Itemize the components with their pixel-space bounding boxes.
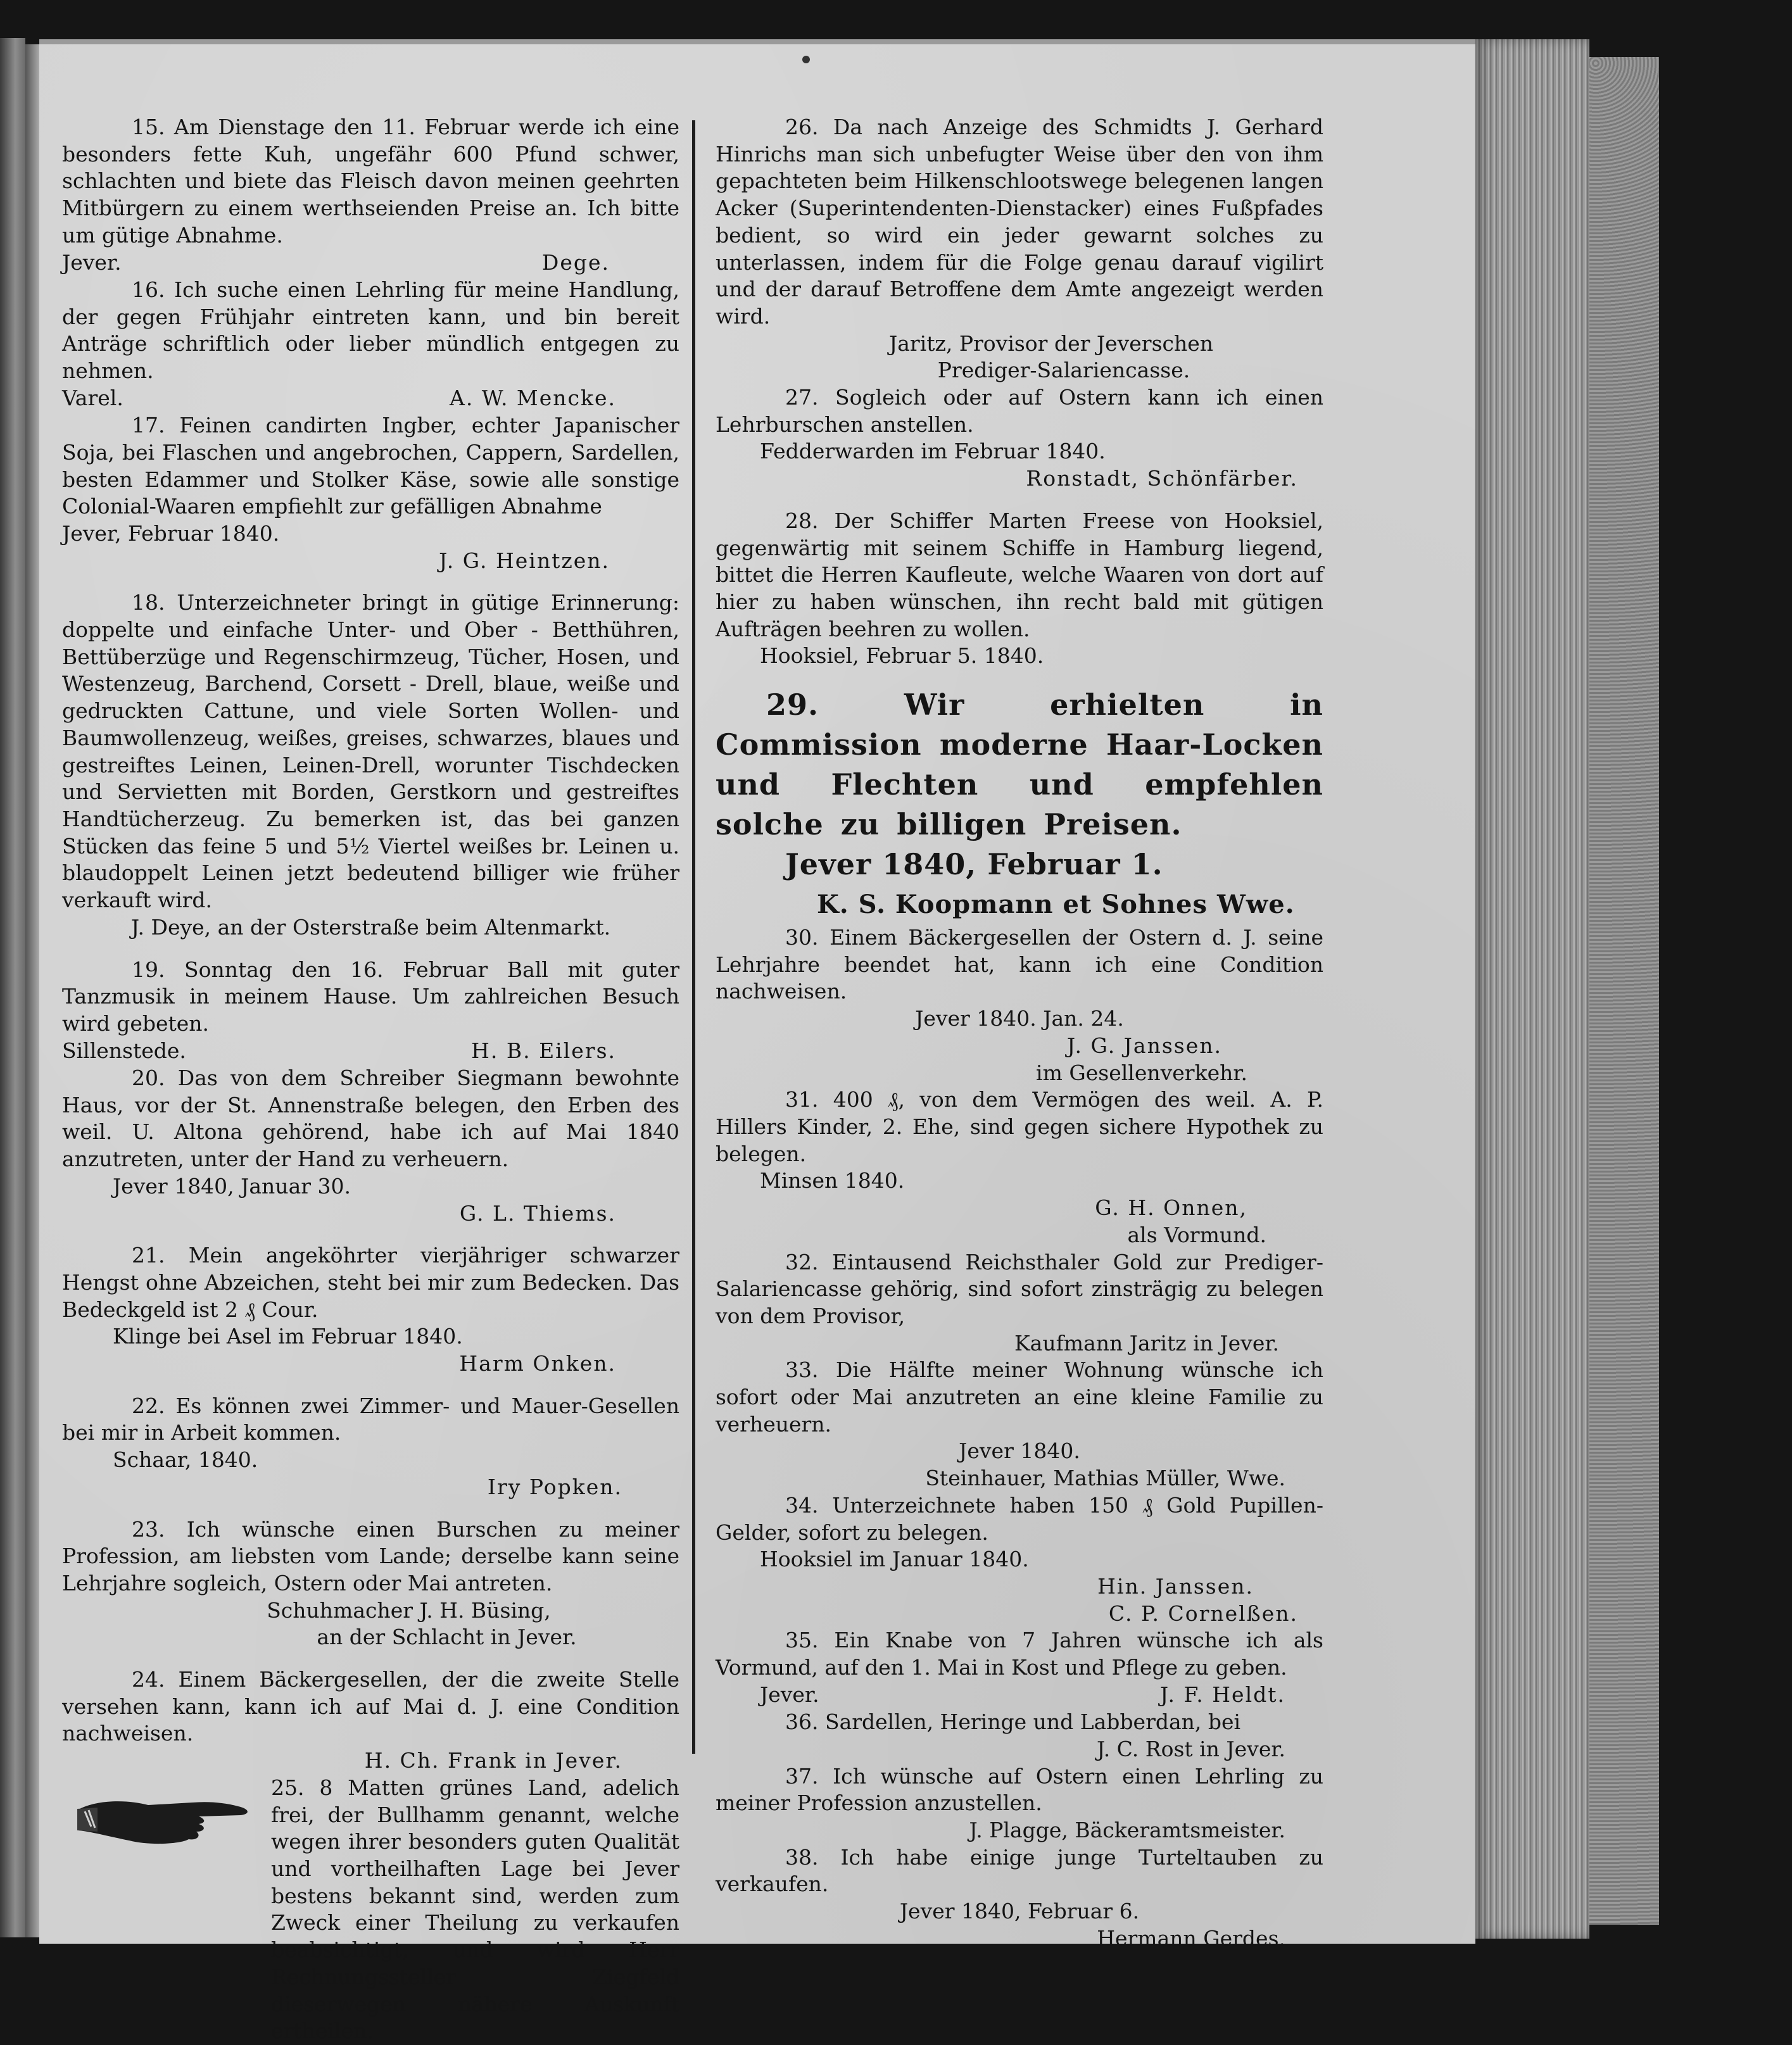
ad-15-signature: Dege. [541,250,610,275]
ad-18-text: 18. Unterzeichneter bringt in gütige Erinnerung: doppelte und einfache Unter- und Ober - Betthühren, Bettüberzüge und Regenschirmzeug, Tücher, Hosen, und Westenzeug, Barchend, Corsett - Drell, blaue, weiße und gedruckten Cattune, und viele Sorten Wollen- und Baumwollenzeug, weißes, greises, schwarzes, blaues und gestreiftes Leinen, Leinen-Drell, worunter Tischdecken und Servietten mit Borden, Gerstkorn und gestreiftes Handtücherzeug. Zu bemerken ist, das bei ganzen Stücken das feine 5 und 5½ Viertel weißes br. Leinen u. blaudoppelt Leinen jetzt bedeutend billiger wie früher verkauft wird. [62,590,679,913]
ad-16-place: Varel. [62,385,123,410]
ad-34-text: 34. Unterzeichnete haben 150 ₰ Gold Pupillen-Gelder, sofort zu belegen. [716,1492,1323,1545]
previous-page-edge [0,38,25,1937]
ad-26-signature-2: Prediger-Salariencasse. [937,358,1190,383]
ad-22-place: Schaar, 1840. [113,1447,258,1473]
ad-23-signature-2: an der Schlacht in Jever. [317,1625,577,1650]
page-block-edges [1475,39,1589,1939]
ad-16-text: 16. Ich suche einen Lehrling für meine Handlung, der gegen Frühjahr eintreten kann, und bin bereit Anträge schriftlich oder lieber mündlich entgegen zu nehmen. [62,277,679,384]
book-cover [1589,57,1659,1925]
ad-29-signature: K. S. Koopmann et Sohnes Wwe. [817,890,1295,920]
ad-35-signature: J. F. Heldt. [1159,1682,1285,1708]
ad-27-signature: Ronstadt, Schönfärber. [1026,466,1298,491]
ad-26-text: 26. Da nach Anzeige des Schmidts J. Gerhard Hinrichs man sich unbefugter Weise über den von ihm gepachteten beim Hilkenschlootswege belegenen langen Acker (Superintendenten-Dienstacker) eines Fußpfades bedient, so wird ein jeder gewarnt solches zu unterlassen, indem für die Folge genau darauf vigilirt und der darauf Betroffene dem Amte angezeigt werden wird. [716,115,1323,329]
ad-33-text: 33. Die Hälfte meiner Wohnung wünsche ich sofort oder Mai anzutreten an eine kleine Familie zu verheuern. [716,1357,1323,1437]
ad-32-signature: Kaufmann Jaritz in Jever. [1014,1330,1279,1356]
ad-25-text: 25. 8 Matten grünes Land, adelich frei, der Bullhamm genannt, welche wegen ihrer besonders guten Qualität und vortheilhaften Lage bei Jever bestens bekannt sind, werden zum Zweck einer Theilung zu verkaufen beabsichtigt, und wird Herr Rechnungssteller Ziegfeld dieserwegen nähere Auskunft ertheilen. [271,1775,679,2044]
ad-28-date: Hooksiel, Februar 5. 1840. [760,643,1044,669]
ad-33-signature: Steinhauer, Mathias Müller, Wwe. [925,1466,1285,1491]
ad-32-text: 32. Eintausend Reichsthaler Gold zur Prediger-Salariencasse gehörig, sind sofort zinsträgig zu belegen von dem Provisor, [716,1249,1323,1328]
ad-24-text: 24. Einem Bäckergesellen, der die zweite Stelle versehen kann, kann ich auf Mai d. J. eine Condition nachweisen. [62,1667,679,1746]
ad-23-text: 23. Ich wünsche einen Burschen zu meiner Profession, am liebsten vom Lande; derselbe kann seine Lehrjahre sogleich, Ostern oder Mai antreten. [62,1516,679,1595]
ad-17-text: 17. Feinen candirten Ingber, echter Japanischer Soja, bei Flaschen und angebrochen, Cappern, Sardellen, besten Edammer und Stolker Käse, sowie alle sonstige Colonial-Waaren empfiehlt zur gefälligen Abnahme [62,413,679,519]
ad-27-place: Fedderwarden im Februar 1840. [760,439,1106,464]
ad-19-place: Sillenstede. [62,1038,186,1063]
book-gutter [25,44,39,1937]
ad-31-signature-note: als Vormund. [1127,1222,1266,1247]
ad-24-signature: H. Ch. Frank in Jever. [364,1748,622,1773]
ad-29-date: Jever 1840, Februar 1. [785,847,1163,882]
page-mark [802,56,810,63]
ad-30-signature: J. G. Janssen. [1066,1033,1222,1058]
right-column [716,114,1323,1952]
column-rule [692,120,695,1754]
ad-35-place: Jever. [760,1682,819,1707]
ad-16-signature: A. W. Mencke. [449,386,616,411]
ad-20-text: 20. Das von dem Schreiber Siegmann bewohnte Haus, vor der St. Annenstraße belegen, den Erben des weil. U. Altona gehörend, habe ich auf Mai 1840 anzutreten, unter der Hand zu verheuern. [62,1066,679,1172]
ad-31-signature: G. H. Onnen, [1095,1195,1247,1221]
ad-29-text: 29. Wir erhielten in Commission moderne Haar-Locken und Flechten und empfehlen solche zu billigen Preisen. [716,688,1323,842]
ad-21-text: 21. Mein angeköhrter vierjähriger schwarzer Hengst ohne Abzeichen, steht bei mir zum Bedecken. Das Bedeckgeld ist 2 ₰ Cour. [62,1243,679,1322]
ad-17-date: Jever, Februar 1840. [62,520,280,546]
ad-36-text: 36. Sardellen, Heringe und Labberdan, bei [785,1709,1241,1735]
pointing-hand-icon [72,1786,256,1849]
ad-19-text: 19. Sonntag den 16. Februar Ball mit guter Tanzmusik in meinem Hause. Um zahlreichen Besuch wird gebeten. [62,957,679,1036]
ad-18-signature: J. Deye, an der Osterstraße beim Altenmarkt. [130,914,611,940]
ad-35-text: 35. Ein Knabe von 7 Jahren wünsche ich als Vormund, auf den 1. Mai in Kost und Pflege zu geben. [716,1628,1323,1680]
ad-31-text: 31. 400 ₰, von dem Vermögen des weil. A. P. Hillers Kinder, 2. Ehe, sind gegen sichere Hypothek zu belegen. [716,1087,1323,1166]
ad-17-signature: J. G. Heintzen. [439,548,610,573]
ad-30-text: 30. Einem Bäckergesellen der Ostern d. J. seine Lehrjahre beendet hat, kann ich eine Condition nachweisen. [716,925,1323,1004]
ad-27-text: 27. Sogleich oder auf Ostern kann ich einen Lehrburschen anstellen. [716,385,1323,437]
ad-34-signature-2: C. P. Cornelßen. [1108,1601,1298,1626]
ad-38-signature: Hermann Gerdes. [1097,1925,1285,1951]
ad-37-text: 37. Ich wünsche auf Ostern einen Lehrling zu meiner Profession anzustellen. [716,1763,1323,1816]
ad-33-date: Jever 1840. [959,1438,1080,1464]
ad-21-signature: Harm Onken. [459,1351,616,1376]
ad-21-place: Klinge bei Asel im Februar 1840. [113,1324,463,1349]
left-column [62,114,679,2045]
ad-20-date: Jever 1840, Januar 30. [113,1173,351,1199]
ad-19-signature: H. B. Eilers. [471,1038,616,1064]
ad-31-place: Minsen 1840. [760,1168,905,1193]
ad-30-date: Jever 1840. Jan. 24. [915,1006,1124,1031]
ad-34-signature-1: Hin. Janssen. [1097,1573,1254,1599]
ad-28-text: 28. Der Schiffer Marten Freese von Hooksiel, gegenwärtig mit seinem Schiffe in Hamburg liegend, bittet die Herren Kaufleute, welche Waaren von dort auf hier zu haben wünschen, ihn recht bald mit gütigen Aufträgen beehren zu wollen. [716,508,1323,641]
ad-22-text: 22. Es können zwei Zimmer- und Mauer-Gesellen bei mir in Arbeit kommen. [62,1393,679,1445]
ad-30-signature-note: im Gesellenverkehr. [1036,1060,1247,1085]
ad-38-date: Jever 1840, Februar 6. [899,1899,1140,1924]
ad-26-signature-1: Jaritz, Provisor der Jeverschen [888,330,1214,356]
ad-25-block [62,1775,679,2045]
ad-38-text: 38. Ich habe einige junge Turteltauben zu verkaufen. [716,1844,1323,1897]
ad-15-text: 15. Am Dienstage den 11. Februar werde ich eine besonders fette Kuh, ungefähr 600 Pfund schwer, schlachten und biete das Fleisch davon meinen geehrten Mitbürgern zu einem werthseienden Preise an. Ich bitte um gütige Abnahme. [62,115,679,248]
ad-34-place: Hooksiel im Januar 1840. [760,1547,1029,1572]
ad-15-place: Jever. [62,249,122,275]
ad-37-signature: J. Plagge, Bäckeramtsmeister. [969,1817,1285,1842]
ad-22-signature: Iry Popken. [487,1474,622,1499]
ad-20-signature: G. L. Thiems. [459,1200,616,1226]
ad-23-signature-1: Schuhmacher J. H. Büsing, [267,1597,551,1623]
ad-36-signature: J. C. Rost in Jever. [1097,1736,1285,1761]
